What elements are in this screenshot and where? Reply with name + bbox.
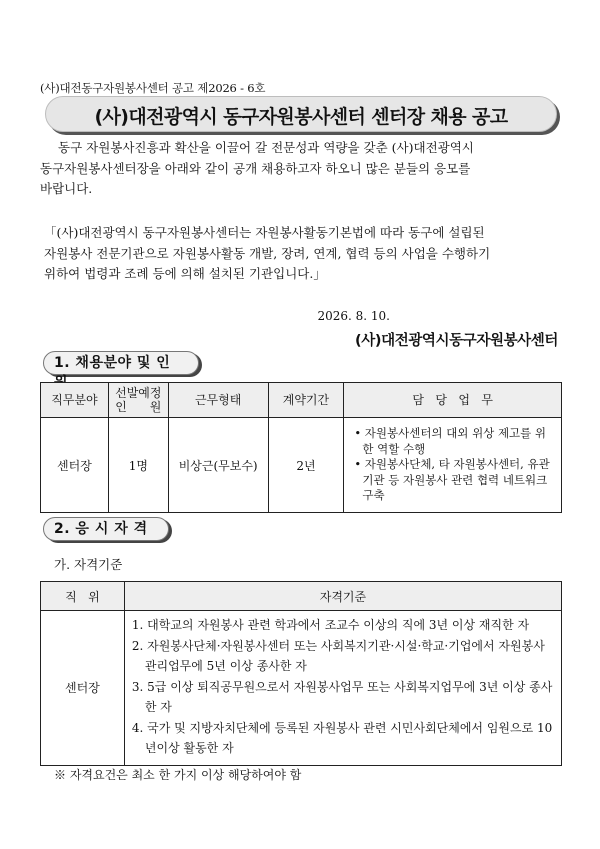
notice-date: 2026. 8. 10. <box>317 309 390 323</box>
cell-work-type: 비상근(무보수) <box>168 418 268 513</box>
section-heading-text: 1. 채용분야 및 인 <box>54 355 171 371</box>
duty-item: • 자원봉사단체, 타 자원봉사센터, 유관기관 등 자원봉사 관련 협력 네트워크 구축 <box>354 457 550 503</box>
cell-position: 센터장 <box>41 611 125 766</box>
intro-line: 동구자원봉사센터장을 아래와 같이 공개 채용하고자 하오니 많은 분들의 응모를 <box>40 160 471 176</box>
cell-period: 2년 <box>268 418 344 513</box>
organization-name: (사)대전광역시동구자원봉사센터 <box>355 333 558 349</box>
table-header-row <box>41 383 562 418</box>
qualification-table <box>40 581 562 766</box>
col-header-criteria: 자격기준 <box>124 582 561 611</box>
duty-item: • 자원봉사센터의 대외 위상 제고를 위한 역할 수행 <box>354 426 547 456</box>
title-banner <box>45 96 557 132</box>
intro-line: 바랍니다. <box>40 181 93 196</box>
col-header-field: 직무분야 <box>41 383 109 418</box>
table-header-row <box>41 582 562 611</box>
intro-paragraph <box>40 138 562 200</box>
table-row <box>41 418 562 513</box>
description-line: 자원봉사 전문기관으로 자원봉사활동 개발, 장려, 연계, 협력 등의 사업을 수행하기 <box>44 245 491 261</box>
col-header-count-line2: 인 원 <box>115 400 162 414</box>
cell-field: 센터장 <box>41 418 109 513</box>
cell-criteria <box>124 611 561 766</box>
intro-line: 동구 자원봉사진흥과 확산을 이끌어 갈 전문성과 역량을 갖춘 (사)대전광역시 <box>58 140 474 155</box>
description-line: 「(사)대전광역시 동구자원봉사센터는 자원봉사활동기본법에 따라 동구에 설립된 <box>44 225 485 240</box>
table-row <box>41 611 562 766</box>
cell-duties <box>344 418 562 513</box>
col-header-work-type: 근무형태 <box>168 383 268 418</box>
subsection-heading: 가. 자격기준 <box>54 557 123 572</box>
notice-number: (사)대전동구자원봉사센터 공고 제2026 - 6호 <box>40 81 266 95</box>
cell-count: 1명 <box>108 418 168 513</box>
section-heading-qualifications <box>43 517 169 541</box>
col-header-position: 직 위 <box>41 582 125 611</box>
description-line: 위하여 법령과 조례 등에 의해 설치된 기관입니다.」 <box>44 266 326 281</box>
col-header-count <box>108 383 168 418</box>
criteria-item: 2. 자원봉사단체·자원봉사센터 또는 사회복지기관·시설·학교·기업에서 자원봉사 관리업무에 5년 이상 종사한 자 <box>131 638 545 673</box>
col-header-period: 계약기간 <box>268 383 344 418</box>
col-header-count-line1: 선발예정 <box>115 386 162 400</box>
criteria-item: 1. 대학교의 자원봉사 관련 학과에서 조교수 이상의 직에 3년 이상 재직한 자 <box>131 618 530 632</box>
section-heading-recruitment <box>43 351 199 375</box>
recruitment-table <box>40 382 562 513</box>
qualification-note: ※ 자격요건은 최소 한 가지 이상 해당하여야 함 <box>54 768 302 782</box>
col-header-duties: 담 당 업 무 <box>344 383 562 418</box>
section-heading-text: 2. 응 시 자 격 <box>54 521 148 537</box>
page-title: (사)대전광역시 동구자원봉사센터 센터장 채용 공고 <box>94 106 508 128</box>
organization-description <box>44 223 562 285</box>
criteria-item: 4. 국가 및 지방자치단체에 등록된 자원봉사 관련 시민사회단체에서 임원으로 10년이상 활동한 자 <box>131 720 553 755</box>
criteria-item: 3. 5급 이상 퇴직공무원으로서 자원봉사업무 또는 사회복지업무에 3년 이상 종사한 자 <box>131 679 553 714</box>
